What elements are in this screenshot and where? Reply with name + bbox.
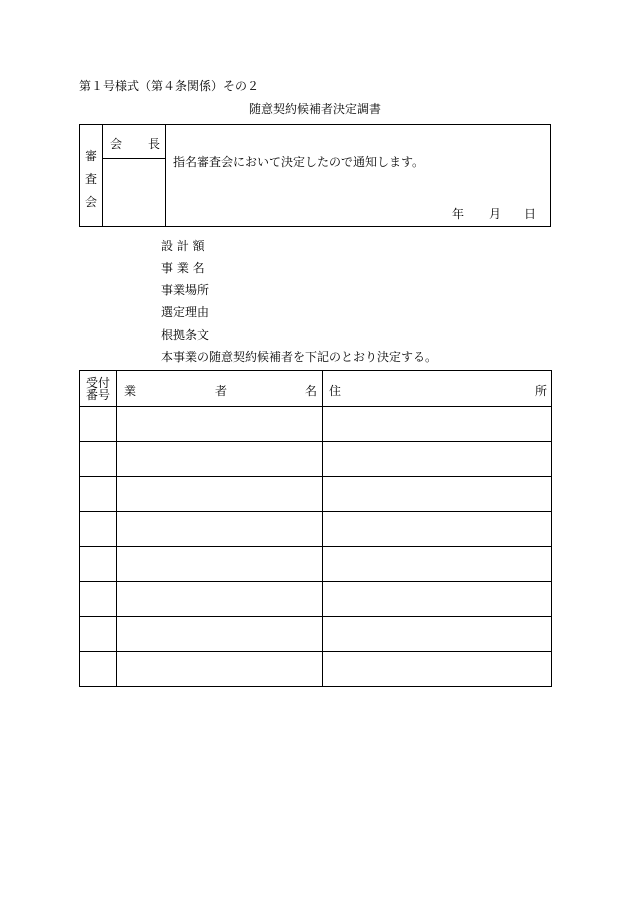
cell-number <box>80 407 117 442</box>
column-header-address <box>323 371 552 407</box>
vendor-header-char: 者 <box>215 384 228 398</box>
cell-number <box>80 477 117 512</box>
cell-address <box>323 582 552 617</box>
chair-seal-box <box>103 159 166 226</box>
cell-vendor <box>117 652 323 687</box>
cell-vendor <box>117 407 323 442</box>
vendor-header-char: 名 <box>305 384 318 398</box>
number-header-line: 受付 <box>85 375 110 390</box>
cell-number <box>80 512 117 547</box>
table-row <box>80 652 552 687</box>
field-project-name: 事 業 名 <box>161 261 205 275</box>
form-number: 第１号様式（第４条関係）その２ <box>79 79 260 93</box>
table-row <box>80 617 552 652</box>
table-header-row <box>80 371 552 407</box>
cell-address <box>323 477 552 512</box>
date-day: 日 <box>524 207 537 221</box>
cell-vendor <box>117 547 323 582</box>
chair-label-char: 長 <box>148 137 161 151</box>
cell-address <box>323 547 552 582</box>
table-row <box>80 477 552 512</box>
cell-number <box>80 442 117 477</box>
committee-label-char: 会 <box>84 195 97 209</box>
cell-number <box>80 547 117 582</box>
committee-notice: 指名審査会において決定したので通知します。 <box>173 155 425 169</box>
address-header-char: 住 <box>329 384 342 398</box>
cell-vendor <box>117 582 323 617</box>
cell-vendor <box>117 512 323 547</box>
committee-label-char: 査 <box>84 172 97 186</box>
field-legal-basis: 根拠条文 <box>161 328 210 342</box>
table-row <box>80 442 552 477</box>
cell-number <box>80 582 117 617</box>
table-row <box>80 407 552 442</box>
table-row <box>80 512 552 547</box>
date-month: 月 <box>489 207 502 221</box>
chair-label-char: 会 <box>110 137 123 151</box>
date-year: 年 <box>452 207 465 221</box>
cell-address <box>323 652 552 687</box>
column-header-vendor <box>117 371 323 407</box>
document-title: 随意契約候補者決定調書 <box>248 102 381 116</box>
committee-label-column <box>80 125 103 226</box>
cell-vendor <box>117 477 323 512</box>
cell-vendor <box>117 617 323 652</box>
column-header-number <box>80 371 117 407</box>
cell-address <box>323 512 552 547</box>
address-header-char: 所 <box>535 384 548 398</box>
cell-address <box>323 617 552 652</box>
cell-address <box>323 442 552 477</box>
field-selection-reason: 選定理由 <box>161 305 210 319</box>
cell-address <box>323 407 552 442</box>
field-design-amount: 設 計 額 <box>161 239 205 253</box>
cell-number <box>80 652 117 687</box>
chair-header <box>103 125 166 159</box>
number-header-line: 番号 <box>85 387 110 402</box>
candidates-table <box>79 370 552 687</box>
table-row <box>80 547 552 582</box>
table-row <box>80 582 552 617</box>
cell-vendor <box>117 442 323 477</box>
vendor-header-char: 業 <box>124 384 137 398</box>
cell-number <box>80 617 117 652</box>
field-project-location: 事業場所 <box>161 283 210 297</box>
committee-box <box>79 124 551 227</box>
decision-statement: 本事業の随意契約候補者を下記のとおり決定する。 <box>161 350 438 364</box>
committee-label-char: 審 <box>84 149 97 163</box>
